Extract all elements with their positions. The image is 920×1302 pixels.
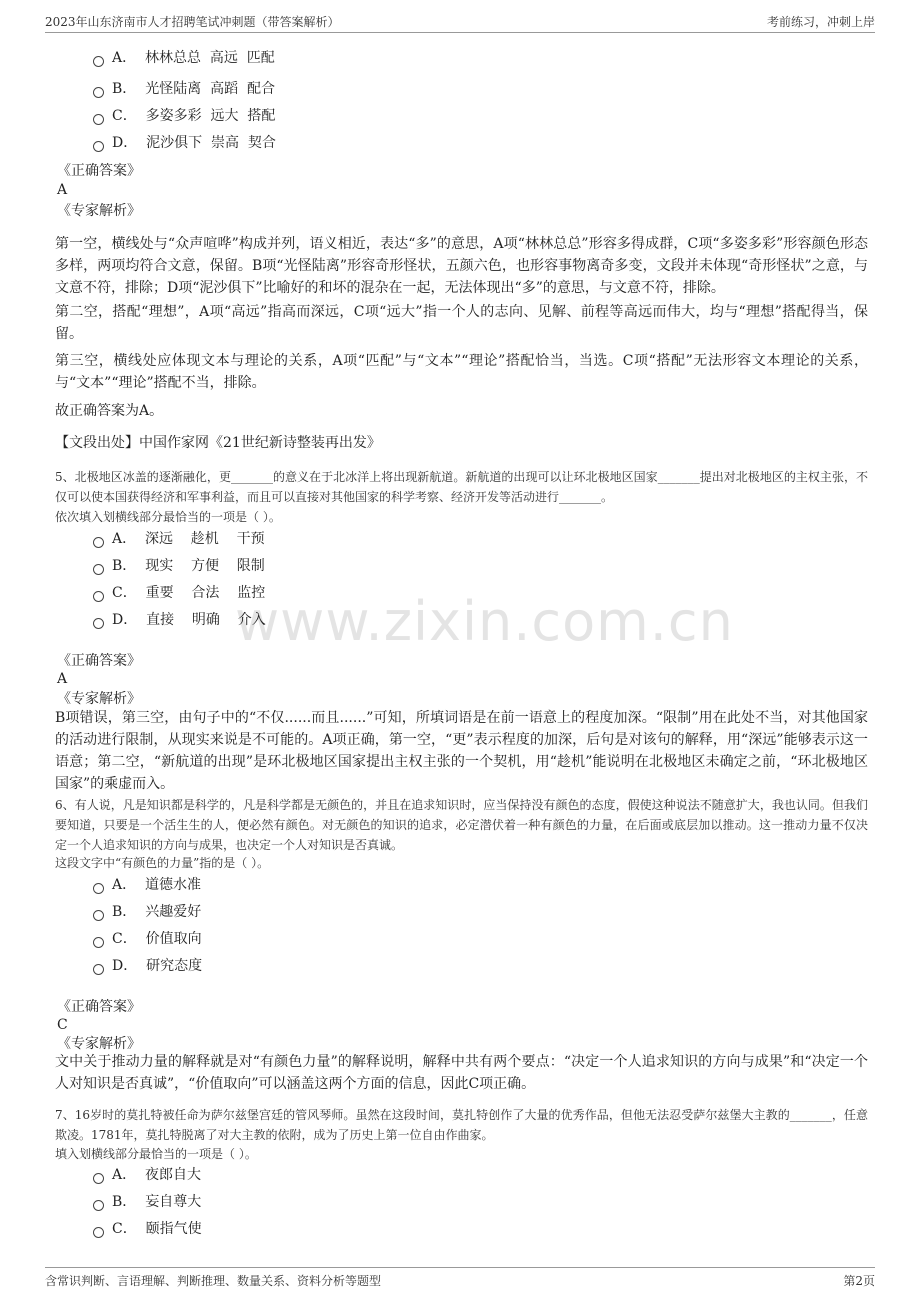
q5-option-a[interactable] bbox=[93, 528, 265, 550]
q7-prompt: 填入划横线部分最恰当的一项是（ ）。 bbox=[55, 1147, 257, 1161]
q7-option-b[interactable] bbox=[93, 1191, 201, 1213]
q6-option-a[interactable] bbox=[93, 874, 201, 896]
answer-label: 《正确答案》 bbox=[57, 999, 141, 1015]
option-label: A． 深远 趁机 干预 bbox=[112, 531, 265, 547]
radio-icon[interactable] bbox=[93, 56, 104, 67]
option-label: D． 直接 明确 介入 bbox=[112, 612, 266, 628]
q4-analysis-1: 第一空，横线处与“众声喧哗”构成并列，语义相近，表达“多”的意思，A项“林林总总”形容多得成群，C项“多姿多彩”形容颜色形态多样，两项均符合文意，保留。B项“光怪陆离”形容奇形怪状，五颜六色，也形容事物离奇多变，文段并未体现“奇形怪状”之意，与文意不符，排除；D项“泥沙俱下”比喻好的和坏的混杂在一起，无法体现出“多”的意思，与文意不符，排除。 bbox=[55, 236, 868, 296]
analysis-label: 《专家解析》 bbox=[57, 1036, 141, 1052]
radio-icon[interactable] bbox=[93, 910, 104, 921]
radio-icon[interactable] bbox=[93, 883, 104, 894]
option-label: C． 颐指气使 bbox=[112, 1221, 202, 1237]
radio-icon[interactable] bbox=[93, 141, 104, 152]
q4-option-b[interactable] bbox=[93, 78, 275, 100]
analysis-label: 《专家解析》 bbox=[57, 691, 141, 707]
option-label: B． 现实 方便 限制 bbox=[112, 558, 265, 574]
option-label: A． 林林总总 高远 匹配 bbox=[112, 50, 275, 66]
q6-option-b[interactable] bbox=[93, 901, 201, 923]
q6-prompt: 这段文字中“有颜色的力量”指的是（ ）。 bbox=[55, 856, 270, 870]
q4-option-c[interactable] bbox=[93, 105, 275, 127]
q5-answer: A bbox=[57, 671, 68, 687]
option-label: B． 光怪陆离 高蹈 配合 bbox=[112, 81, 275, 97]
q5-option-d[interactable] bbox=[93, 609, 266, 631]
q7-option-c[interactable] bbox=[93, 1218, 202, 1240]
radio-icon[interactable] bbox=[93, 87, 104, 98]
option-label: B． 兴趣爱好 bbox=[112, 904, 202, 920]
q5-option-b[interactable] bbox=[93, 555, 265, 577]
analysis-label: 《专家解析》 bbox=[57, 203, 141, 219]
q4-source: 【文段出处】中国作家网《21世纪新诗整装再出发》 bbox=[55, 435, 381, 451]
q5-analysis: B项错误，第三空，由句子中的“不仅......而且......”可知，所填词语是在前一语意上的程度加深。“限制”用在此处不当，对其他国家的活动进行限制，从现实来说是不可能的。A项正确，第一空，“更”表示程度的加深，后句是对该句的解释，用“深远”能够表示这一语意；第二空，“新航道的出现”是环北极地区国家提出主权主张的一个契机，用“趁机”能说明在北极地区未确定之前，“环北极地区国家”的乘虚而入。 bbox=[55, 710, 868, 792]
q5-option-c[interactable] bbox=[93, 582, 265, 604]
option-label: A． 夜郎自大 bbox=[112, 1167, 202, 1183]
option-label: C． 多姿多彩 远大 搭配 bbox=[112, 108, 276, 124]
answer-label: 《正确答案》 bbox=[57, 653, 141, 669]
q5-prompt: 依次填入划横线部分最恰当的一项是（ ）。 bbox=[55, 510, 281, 524]
q4-option-d[interactable] bbox=[93, 132, 276, 154]
q6-analysis: 文中关于推动力量的解释就是对“有颜色力量”的解释说明，解释中共有两个要点：“决定一个人追求知识的方向与成果”和“决定一个人对知识是否真诚”，“价值取向”可以涵盖这两个方面的信息，因此C项正确。 bbox=[55, 1054, 868, 1092]
q4-option-a[interactable] bbox=[93, 47, 275, 69]
option-label: C． 重要 合法 监控 bbox=[112, 585, 266, 601]
q6-stem: 6、有人说，凡是知识都是科学的，凡是科学都是无颜色的，并且在追求知识时，应当保持没有颜色的态度，假使这种说法不随意扩大，我也认同。但我们要知道，只要是一个活生生的人，便必然有颜色。对无颜色的知识的追求，必定潜伏着一种有颜色的力量，在后面或底层加以推动。这一推动力量不仅决定一个人追求知识的方向与成果，也决定一个人对知识是否真诚。 bbox=[55, 798, 868, 852]
option-label: C． 价值取向 bbox=[112, 931, 202, 947]
page-number: 第2页 bbox=[843, 1274, 875, 1288]
option-label: D． 泥沙俱下 崇高 契合 bbox=[112, 135, 276, 151]
page-footer bbox=[45, 1267, 875, 1290]
radio-icon[interactable] bbox=[93, 537, 104, 548]
header-title: 2023年山东济南市人才招聘笔试冲刺题（带答案解析） bbox=[45, 15, 340, 29]
q4-analysis-3: 第三空，横线处应体现文本与理论的关系，A项“匹配”与“文本”“理论”搭配恰当，当选。C项“搭配”无法形容文本理论的关系，与“文本”“理论”搭配不当，排除。 bbox=[55, 353, 868, 391]
q5-stem: 5、北极地区冰盖的逐渐融化，更_______的意义在于北冰洋上将出现新航道。新航道的出现可以让环北极地区国家_______提出对北极地区的主权主张，不仅可以使本国获得经济和军事利益，而且可以直接对其他国家的科学考察、经济开发等活动进行_______。 bbox=[55, 470, 868, 504]
q6-option-d[interactable] bbox=[93, 955, 202, 977]
radio-icon[interactable] bbox=[93, 1200, 104, 1211]
q4-answer: A bbox=[57, 182, 68, 198]
answer-label: 《正确答案》 bbox=[57, 163, 141, 179]
radio-icon[interactable] bbox=[93, 964, 104, 975]
radio-icon[interactable] bbox=[93, 1173, 104, 1184]
radio-icon[interactable] bbox=[93, 114, 104, 125]
radio-icon[interactable] bbox=[93, 618, 104, 629]
option-label: D． 研究态度 bbox=[112, 958, 203, 974]
radio-icon[interactable] bbox=[93, 591, 104, 602]
q4-analysis-2: 第二空，搭配“理想”，A项“高远”指高而深远，C项“远大”指一个人的志向、见解、前程等高远而伟大，均与“理想”搭配得当，保留。 bbox=[55, 304, 868, 342]
page-header bbox=[45, 10, 875, 33]
option-label: A． 道德水准 bbox=[112, 877, 202, 893]
radio-icon[interactable] bbox=[93, 564, 104, 575]
q4-conclusion: 故正确答案为A。 bbox=[55, 403, 164, 419]
radio-icon[interactable] bbox=[93, 937, 104, 948]
q7-option-a[interactable] bbox=[93, 1164, 201, 1186]
header-slogan: 考前练习，冲刺上岸 bbox=[766, 15, 875, 29]
option-label: B． 妄自尊大 bbox=[112, 1194, 202, 1210]
radio-icon[interactable] bbox=[93, 1227, 104, 1238]
watermark: www.zixin.com.cn bbox=[235, 590, 734, 653]
q7-stem: 7、16岁时的莫扎特被任命为萨尔兹堡宫廷的管风琴师。虽然在这段时间，莫扎特创作了大量的优秀作品，但他无法忍受萨尔兹堡大主教的_______，任意欺凌。1781年，莫扎特脱离了对大主教的依附，成为了历史上第一位自由作曲家。 bbox=[55, 1108, 868, 1142]
q6-option-c[interactable] bbox=[93, 928, 202, 950]
q6-answer: C bbox=[57, 1017, 68, 1033]
footer-note: 含常识判断、言语理解、判断推理、数量关系、资料分析等题型 bbox=[45, 1274, 382, 1288]
